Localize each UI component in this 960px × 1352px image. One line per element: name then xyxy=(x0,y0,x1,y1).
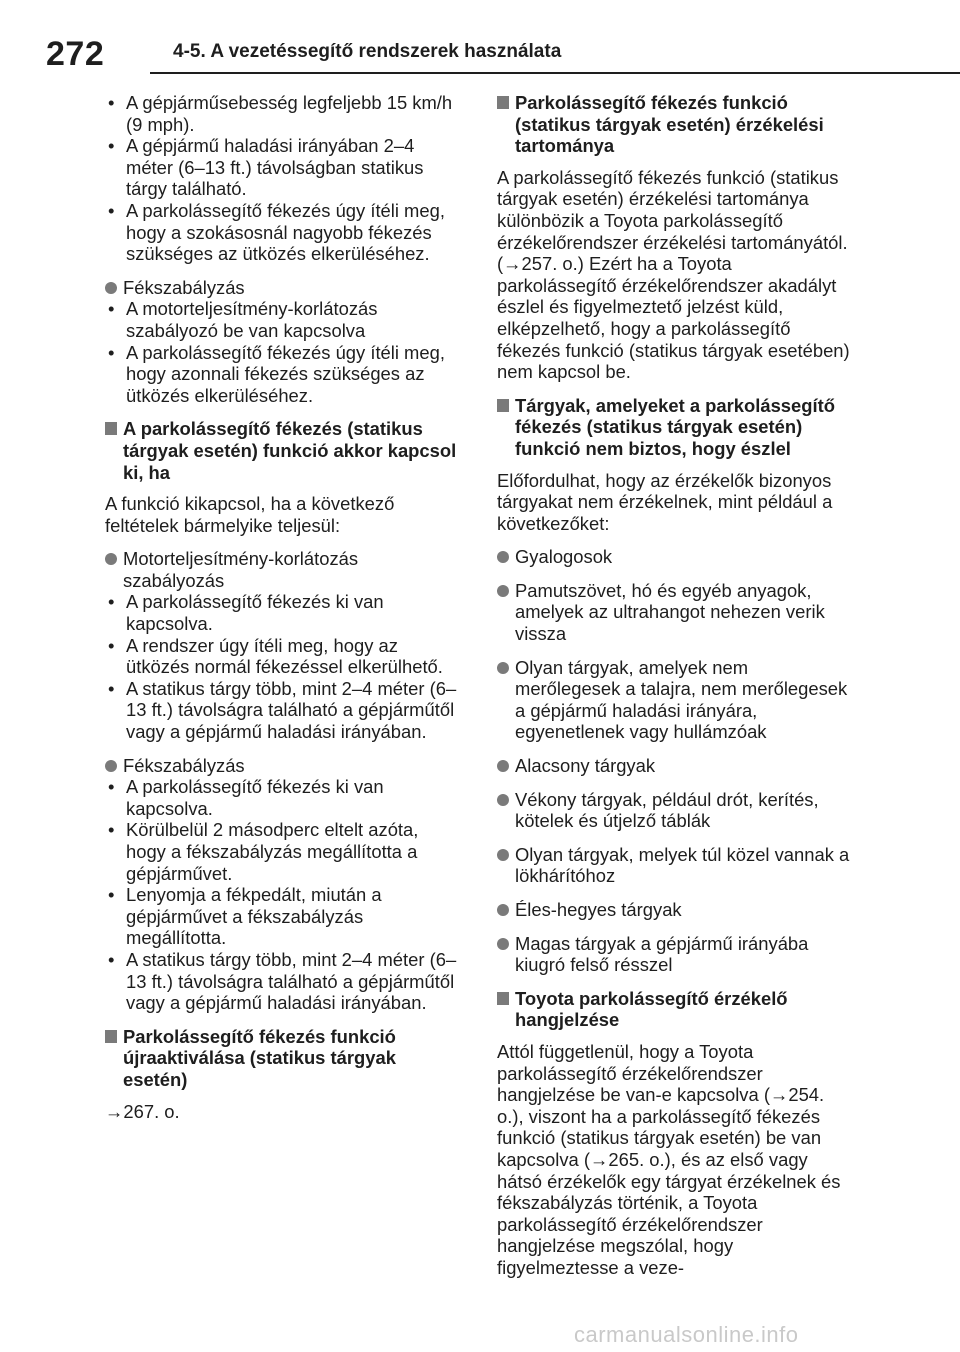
dot-bullet-item: Olyan tárgyak, melyek túl közel vannak a lökhárítóhoz xyxy=(497,844,855,887)
dot-bullet-list xyxy=(497,546,855,976)
list-item: • A parkolássegítő fékezés ki van kapcsolva. xyxy=(105,591,463,634)
right-column xyxy=(497,92,855,1291)
dot-groups-1 xyxy=(105,277,463,407)
dot-group xyxy=(105,548,463,742)
section-title: 4-5. A vezetéssegítő rendszerek használata xyxy=(173,41,562,62)
dot-bullet-item: Alacsony tárgyak xyxy=(497,755,855,777)
list-item: • Lenyomja a fékpedált, miután a gépjárművet a fékszabályzás megállította. xyxy=(105,884,463,949)
section-heading: Tárgyak, amelyeket a parkolássegítő fékezés (statikus tárgyak esetén) funkció nem biztos, hogy észlel xyxy=(497,395,855,460)
list-item: • A statikus tárgy több, mint 2–4 méter (6–13 ft.) távolságra található a gépjárműtől vagy a gépjármű haladási irányában. xyxy=(105,949,463,1014)
sub-list xyxy=(105,591,463,742)
intro-list xyxy=(105,92,463,265)
list-item: • A statikus tárgy több, mint 2–4 méter (6–13 ft.) távolságra található a gépjárműtől vagy a gépjármű haladási irányában. xyxy=(105,678,463,743)
page-header xyxy=(0,0,960,78)
section-heading: A parkolássegítő fékezés (statikus tárgyak esetén) funkció akkor kapcsol ki, ha xyxy=(105,418,463,483)
list-item: • A motorteljesítmény-korlátozás szabályozó be van kapcsolva xyxy=(105,298,463,341)
dot-bullet-item: Gyalogosok xyxy=(497,546,855,568)
list-item: • A gépjárműsebesség legfeljebb 15 km/h (9 mph). xyxy=(105,92,463,135)
paragraph: A funkció kikapcsol, ha a következő feltételek bármelyike teljesül: xyxy=(105,493,395,536)
page-reference: →267. o. xyxy=(105,1100,180,1122)
sub-list xyxy=(105,776,463,1014)
list-item: • A gépjármű haladási irányában 2–4 méter (6–13 ft.) távolságban statikus tárgy található. xyxy=(105,135,463,200)
list-item: • A parkolássegítő fékezés ki van kapcsolva. xyxy=(105,776,463,819)
dot-group-title: Motorteljesítmény-korlátozás szabályozás xyxy=(105,548,463,591)
dot-bullet-item: Magas tárgyak a gépjármű irányába kiugró felső résszel xyxy=(497,933,855,976)
dot-group xyxy=(105,277,463,407)
list-item: • A parkolássegítő fékezés úgy ítéli meg, hogy a szokásosnál nagyobb fékezés szükséges az ütközés elkerüléséhez. xyxy=(105,200,463,265)
left-column xyxy=(105,92,463,1134)
dot-bullet-item: Vékony tárgyak, például drót, kerítés, kötelek és útjelző táblák xyxy=(497,789,855,832)
paragraph: A parkolássegítő fékezés funkció (statikus tárgyak esetén) érzékelési tartománya különbözik a Toyota parkolássegítő érzékelőrendszer érzékelési tartományától. (→257. o.) Ezért ha a Toyota parkolássegítő érzékelőrendszer akadályt észlel és figyelmeztető jelzést küld, elképzelhető, hogy a parkolássegítő fékezés funkció (statikus tárgyak esetében) nem kapcsol be. xyxy=(497,166,850,383)
sub-list xyxy=(105,298,463,406)
watermark: carmanualsonline.info xyxy=(574,1322,799,1347)
section-heading: Toyota parkolássegítő érzékelő hangjelzése xyxy=(497,988,855,1031)
list-item: • Körülbelül 2 másodperc eltelt azóta, hogy a fékszabályzás megállította a gépjárművet. xyxy=(105,819,463,884)
dot-bullet-item: Pamutszövet, hó és egyéb anyagok, amelyek az ultrahangot nehezen verik vissza xyxy=(497,580,855,645)
section-heading: Parkolássegítő fékezés funkció újraaktiválása (statikus tárgyak esetén) xyxy=(105,1026,463,1091)
dot-groups-2 xyxy=(105,548,463,1013)
page-number: 272 xyxy=(46,35,105,73)
dot-group xyxy=(105,755,463,1014)
paragraph: Előfordulhat, hogy az érzékelők bizonyos tárgyakat nem érzékelnek, mint például a következőket: xyxy=(497,469,833,534)
dot-bullet-item: Olyan tárgyak, amelyek nem merőlegesek a talajra, nem merőlegesek a gépjármű haladási irányára, egyenetlenek vagy hullámzóak xyxy=(497,657,855,743)
list-item: • A rendszer úgy ítéli meg, hogy az ütközés normál fékezéssel elkerülhető. xyxy=(105,635,463,678)
dot-group-title: Fékszabályzás xyxy=(105,755,463,777)
dot-group-title: Fékszabályzás xyxy=(105,277,463,299)
paragraph: Attól függetlenül, hogy a Toyota parkolássegítő érzékelőrendszer hangjelzése be van-e kapcsolva (→254. o.), viszont ha a parkolássegítő fékezés funkció (statikus tárgyak esetén) be van kapcsolva (→265. o.), és az első vagy hátsó érzékelők egy tárgyat érzékelnek és fékszabályzás történik, a Toyota parkolássegítő érzékelőrendszer hangjelzése megszólal, hogy figyelmeztesse a veze- xyxy=(497,1040,841,1278)
section-heading: Parkolássegítő fékezés funkció (statikus tárgyak esetén) érzékelési tartománya xyxy=(497,92,855,157)
header-rule xyxy=(150,72,960,74)
list-item: • A parkolássegítő fékezés úgy ítéli meg, hogy azonnali fékezés szükséges az ütközés elkerüléséhez. xyxy=(105,342,463,407)
dot-bullet-item: Éles-hegyes tárgyak xyxy=(497,899,855,921)
